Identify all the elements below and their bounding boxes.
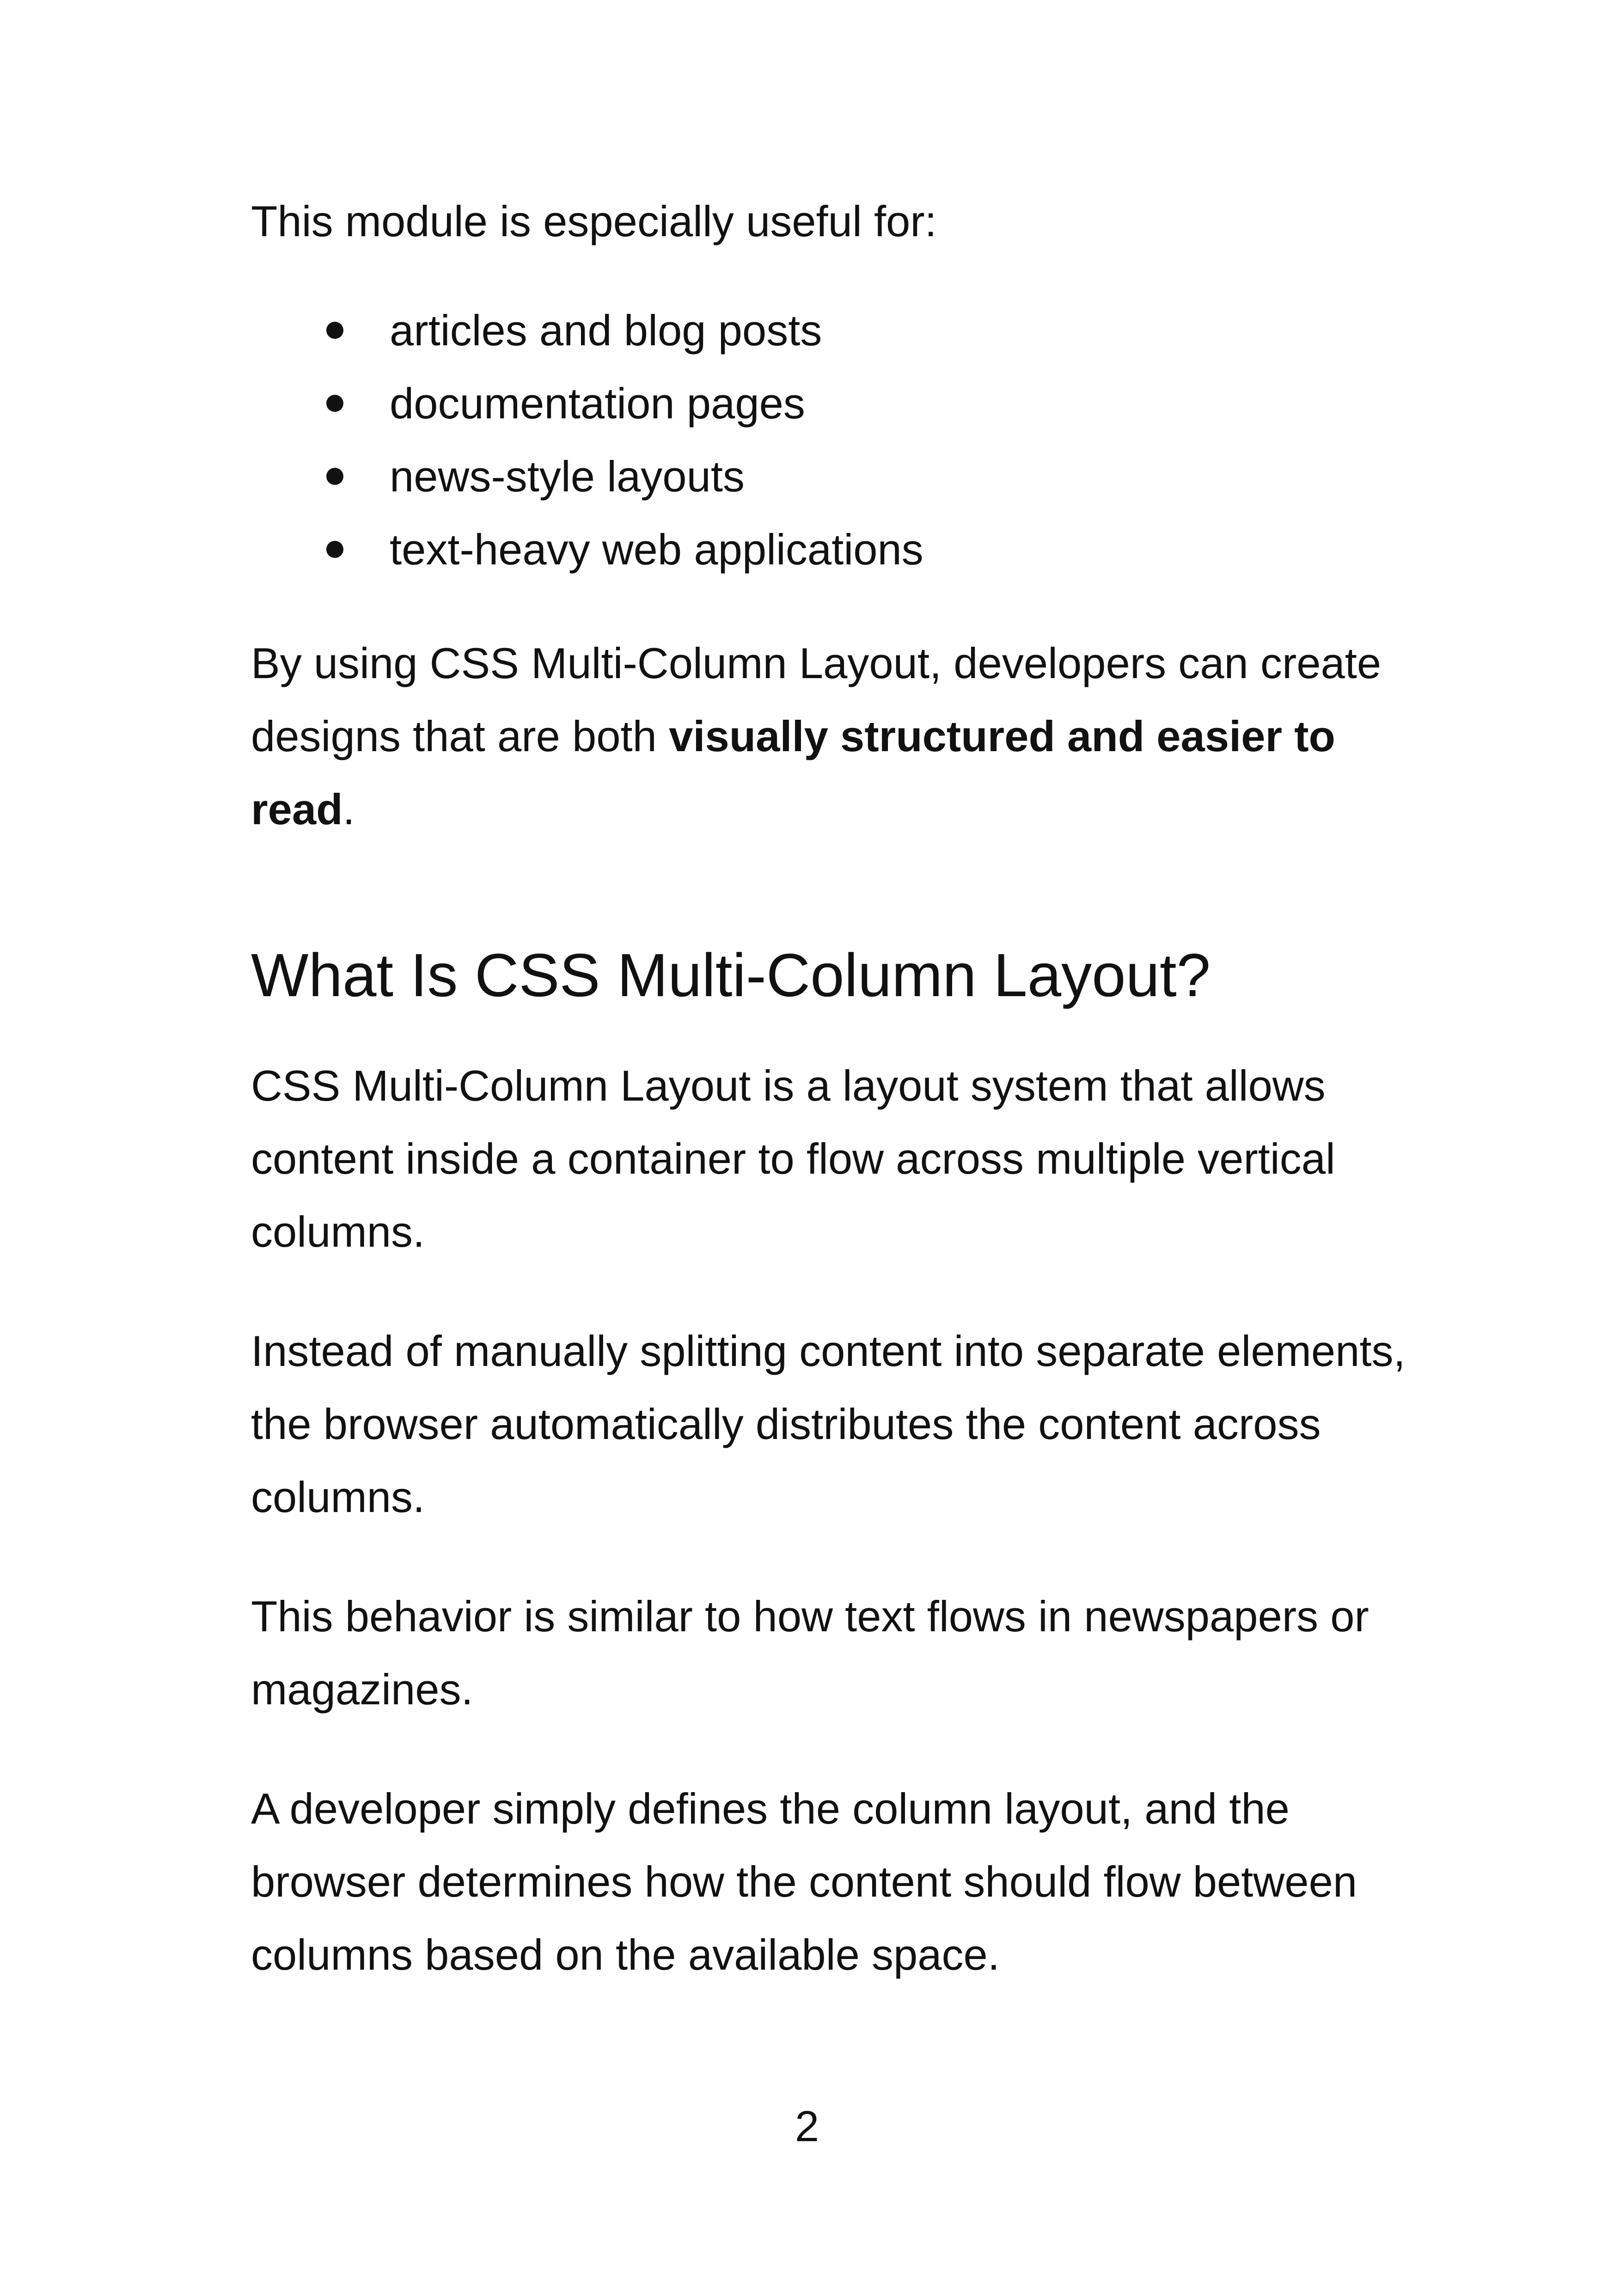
bullet-icon [326, 468, 343, 485]
list-item [251, 513, 1434, 586]
body-paragraph: CSS Multi-Column Layout is a layout system that allows content inside a container to flow across multiple vertical columns. [251, 1061, 1335, 1256]
bullet-icon [326, 395, 343, 412]
bullet-icon [326, 322, 343, 339]
summary-tail: . [342, 785, 355, 833]
page-content [251, 185, 1434, 2038]
bullet-icon [326, 541, 343, 558]
section-heading: What Is CSS Multi-Column Layout? [251, 941, 1211, 1009]
list-item [251, 367, 1434, 440]
list-item-text: articles and blog posts [390, 306, 822, 355]
list-item-text: text-heavy web applications [390, 525, 923, 574]
body-paragraph: This behavior is similar to how text flows in newspapers or magazines. [251, 1592, 1369, 1714]
list-item-text: documentation pages [390, 379, 805, 428]
list-item [251, 294, 1434, 367]
page-number: 2 [795, 2102, 819, 2150]
summary-lead: By using CSS Multi-Column Layout, developers can create designs that are both [251, 639, 1382, 760]
body-paragraph: Instead of manually splitting content into separate elements, the browser automatically distributes the content across columns. [251, 1327, 1406, 1521]
body-paragraph: A developer simply defines the column layout, and the browser determines how the content should flow between columns based on the available space. [251, 1784, 1357, 1979]
use-case-list [251, 294, 1434, 586]
list-item-text: news-style layouts [390, 452, 745, 501]
list-item [251, 440, 1434, 513]
summary-bold: visually structured and easier to read [251, 712, 1335, 833]
summary-paragraph [251, 627, 1434, 846]
intro-paragraph: This module is especially useful for: [251, 197, 937, 245]
